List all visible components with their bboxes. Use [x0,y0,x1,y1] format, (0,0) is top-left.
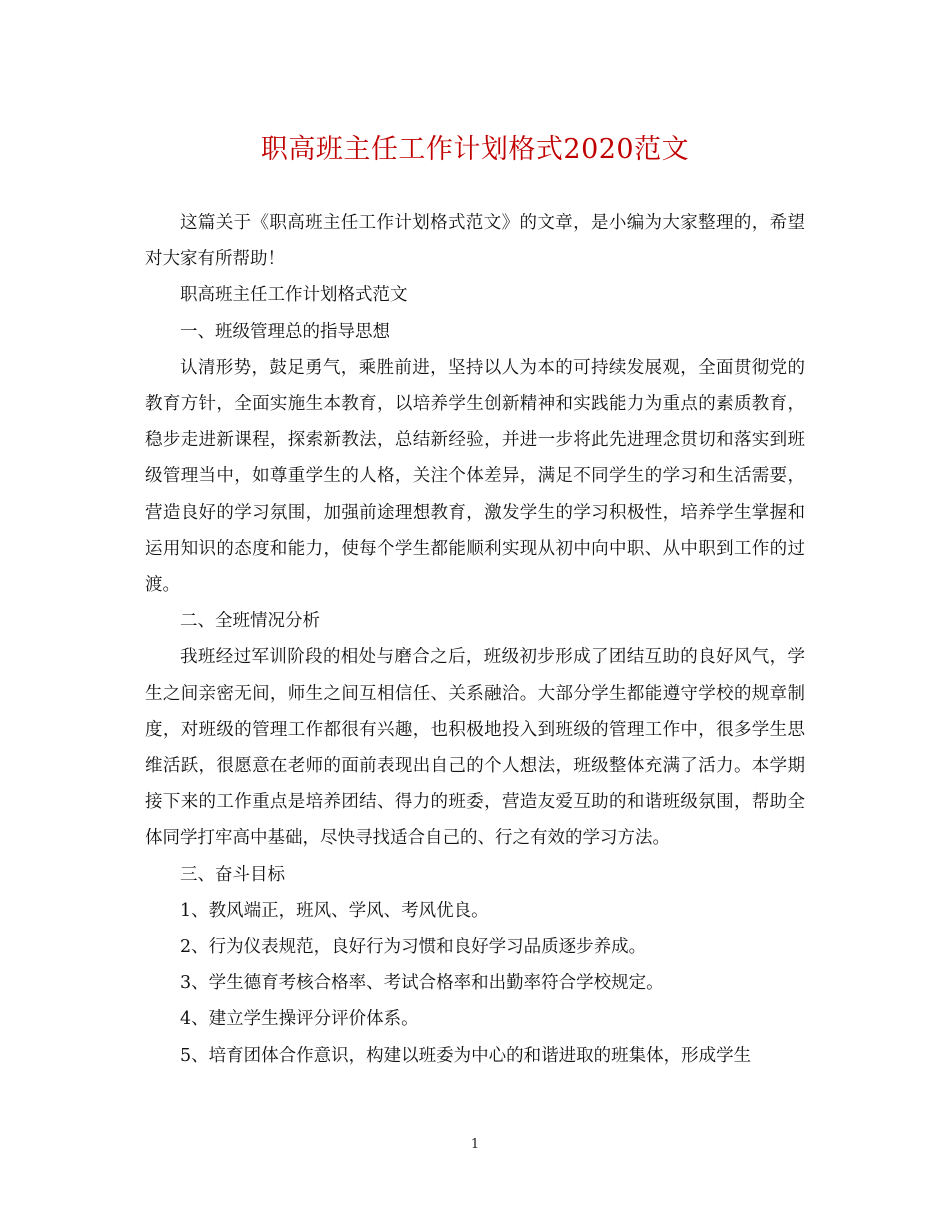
section-1-paragraph: 认清形势，鼓足勇气，乘胜前进，坚持以人为本的可持续发展观，全面贯彻党的教育方针，全面实施生本教育，以培养学生创新精神和实践能力为重点的素质教育，稳步走进新课程，探索新教法，总结新经验，并进一步将此先进理念贯切和落实到班级管理当中，如尊重学生的人格，关注个体差异，满足不同学生的学习和生活需要，营造良好的学习氛围，加强前途理想教育，激发学生的学习积极性，培养学生掌握和运用知识的态度和能力，使每个学生都能顺利实现从初中向中职、从中职到工作的过渡。 [145,357,805,596]
section-heading-2: 二、全班情况分析 [180,611,320,632]
subtitle-paragraph: 职高班主任工作计划格式范文 [180,285,408,306]
section-2-paragraph: 我班经过军训阶段的相处与磨合之后，班级初步形成了团结互助的良好风气，学生之间亲密无间，师生之间互相信任、关系融洽。大部分学生都能遵守学校的规章制度，对班级的管理工作都很有兴趣，也积极地投入到班级的管理工作中，很多学生思维活跃，很愿意在老师的面前表现出自己的个人想法，班级整体充满了活力。本学期接下来的工作重点是培养团结、得力的班委，营造友爱互助的和谐班级氛围，帮助全体同学打牢高中基础，尽快寻找适合自己的、行之有效的学习方法。 [145,647,805,849]
goal-item-4: 4、建立学生操评分评价体系。 [180,1009,419,1030]
goal-item-5: 5、培育团体合作意识，构建以班委为中心的和谐进取的班集体，形成学生 [180,1045,752,1066]
section-heading-1: 一、班级管理总的指导思想 [180,321,390,342]
goal-item-3: 3、学生德育考核合格率、考试合格率和出勤率符合学校规定。 [180,973,664,994]
goal-item-1: 1、教风端正，班风、学风、考风优良。 [180,900,489,921]
document-title: 职高班主任工作计划格式2020范文 [260,134,690,165]
goal-item-2: 2、行为仪表规范，良好行为习惯和良好学习品质逐步养成。 [180,937,647,958]
document-body [145,205,805,1074]
intro-paragraph: 这篇关于《职高班主任工作计划格式范文》的文章，是小编为大家整理的，希望对大家有所帮助！ [145,213,805,270]
section-heading-3: 三、奋斗目标 [180,864,285,885]
page-number: 1 [470,1137,480,1152]
